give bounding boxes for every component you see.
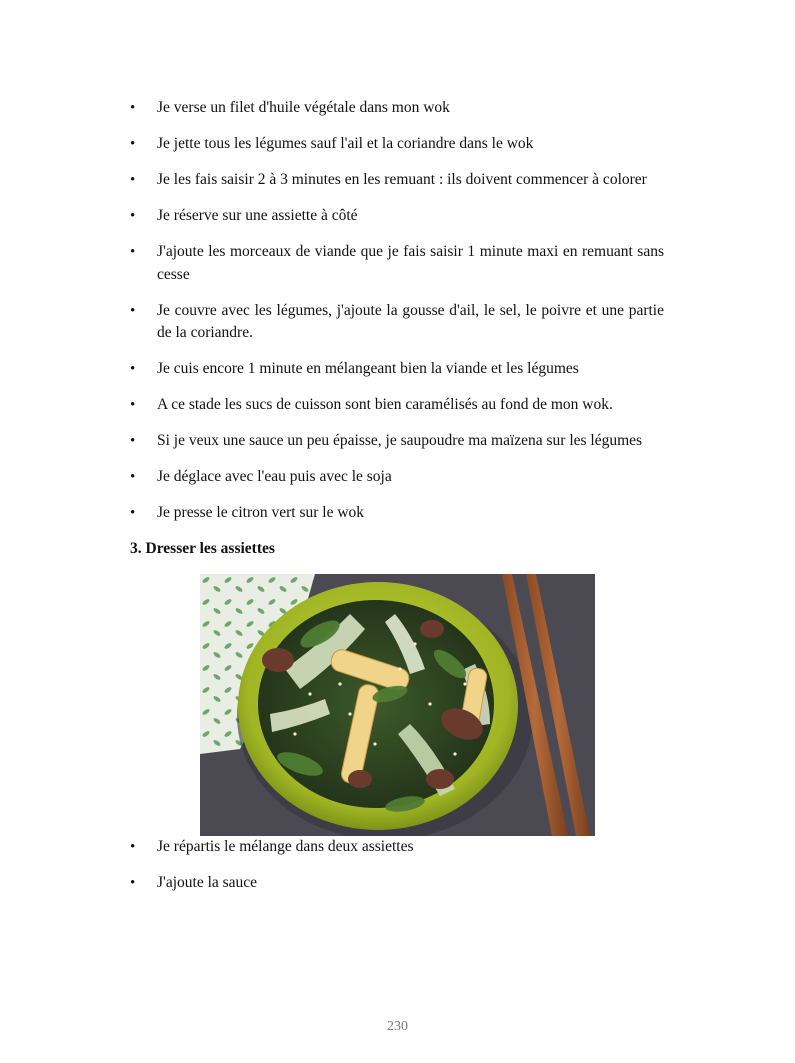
steps-list-top	[130, 97, 664, 525]
list-item: • Je verse un filet d'huile végétale dans mon wok	[130, 97, 664, 120]
list-item: • Je presse le citron vert sur le wok	[130, 502, 664, 525]
list-item: • J'ajoute les morceaux de viande que je fais saisir 1 minute maxi en remuant sans cesse	[130, 241, 664, 286]
section-heading: 3. Dresser les assiettes	[130, 540, 275, 557]
list-item: • Je couvre avec les légumes, j'ajoute la gousse d'ail, le sel, le poivre et une partie de la coriandre.	[130, 300, 664, 345]
list-item: • J'ajoute la sauce	[130, 872, 664, 895]
list-item: • Je répartis le mélange dans deux assiettes	[130, 836, 664, 859]
list-item: • Je jette tous les légumes sauf l'ail et la coriandre dans le wok	[130, 133, 664, 156]
page-number: 230	[387, 1019, 408, 1034]
page-content	[130, 97, 664, 908]
list-item: • Je déglace avec l'eau puis avec le soja	[130, 466, 664, 489]
list-item: • Je cuis encore 1 minute en mélangeant bien la viande et les légumes	[130, 358, 664, 381]
steps-list-bottom	[130, 836, 664, 895]
list-item: • A ce stade les sucs de cuisson sont bien caramélisés au fond de mon wok.	[130, 394, 664, 417]
food-photo	[200, 574, 595, 836]
list-item: • Je les fais saisir 2 à 3 minutes en les remuant : ils doivent commencer à colorer	[130, 169, 664, 192]
list-item: • Si je veux une sauce un peu épaisse, je saupoudre ma maïzena sur les légumes	[130, 430, 664, 453]
list-item: • Je réserve sur une assiette à côté	[130, 205, 664, 228]
stir-fry-bowl-image	[200, 574, 595, 836]
